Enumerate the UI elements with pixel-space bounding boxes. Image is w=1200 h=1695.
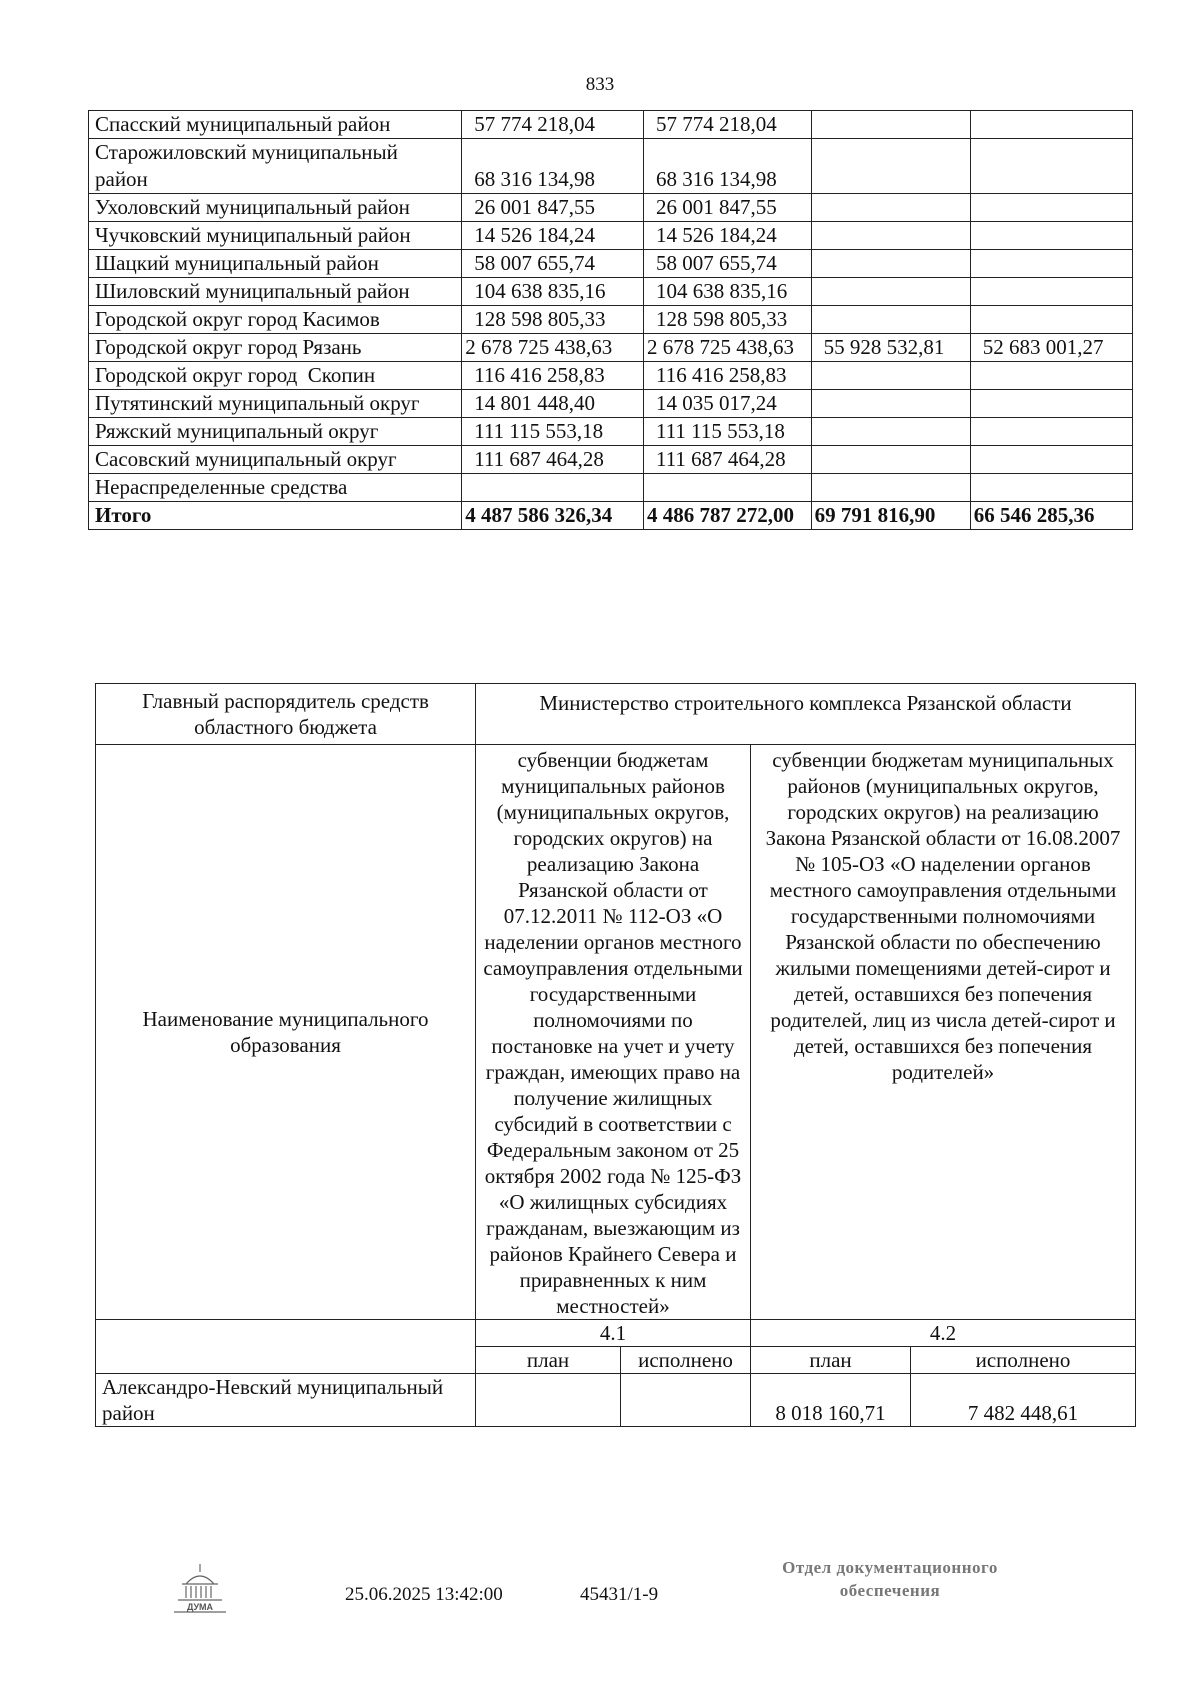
executed-value-2: [970, 474, 1132, 502]
executed-value-2: 7 482 448,61: [911, 1374, 1136, 1427]
table-row: [89, 390, 1133, 418]
table-row: [89, 278, 1133, 306]
budget-holder-label: Главный распорядитель средств областного бюджета: [96, 684, 476, 745]
header-row: [96, 684, 1136, 745]
district-name: Ухоловский муниципальный район: [89, 194, 462, 222]
executed-value: [621, 1374, 751, 1427]
executed-value-2: [970, 446, 1132, 474]
plan-value: 2 678 725 438,63: [462, 334, 644, 362]
svg-text:ДУМА: ДУМА: [186, 1602, 214, 1612]
empty-cell: [96, 1320, 476, 1374]
plan-value-2: [811, 250, 970, 278]
table-row: [89, 250, 1133, 278]
budget-table-part1: [88, 110, 1133, 530]
duma-logo: [170, 1562, 230, 1614]
executed-value: 2 678 725 438,63: [643, 334, 811, 362]
table-row: [89, 474, 1133, 502]
subvention-description-4-2: субвенции бюджетам муниципальных районов (муниципальных округов, городских округов) на реализацию Закона Рязанской области от 16.08.2007 № 105-ОЗ «О наделении органов местного самоуправления отдельными государственными полномочиями Рязанской области по обеспечению жилыми помещениями детей-сирот и детей, оставшихся без попечения родителей, лиц из числа детей-сирот и детей, оставшихся без попечения родителей»: [751, 745, 1136, 1320]
footer-reg-number: 45431/1-9: [580, 1584, 659, 1605]
plan-value-2: [811, 362, 970, 390]
plan-value-2: [811, 111, 970, 139]
executed-value: 26 001 847,55: [643, 194, 811, 222]
plan-value-2: [811, 418, 970, 446]
district-name: Городской округ город Скопин: [89, 362, 462, 390]
stamp-line-1: Отдел документационного: [782, 1558, 998, 1577]
executed-value-2: [970, 111, 1132, 139]
plan-label: план: [751, 1347, 911, 1374]
plan-value: 14 526 184,24: [462, 222, 644, 250]
page-number: 833: [585, 74, 615, 95]
total-executed-2: 66 546 285,36: [970, 502, 1132, 530]
total-row: [89, 502, 1133, 530]
plan-value-2: [811, 446, 970, 474]
table-row: [89, 222, 1133, 250]
district-name: Шиловский муниципальный район: [89, 278, 462, 306]
total-plan: 4 487 586 326,34: [462, 502, 644, 530]
plan-value: 111 687 464,28: [462, 446, 644, 474]
district-name: Шацкий муниципальный район: [89, 250, 462, 278]
department-stamp: [745, 1556, 1035, 1602]
executed-value-2: [970, 362, 1132, 390]
plan-value: 116 416 258,83: [462, 362, 644, 390]
executed-value: 14 526 184,24: [643, 222, 811, 250]
plan-value-2: [811, 194, 970, 222]
plan-label: план: [476, 1347, 621, 1374]
total-plan-2: 69 791 816,90: [811, 502, 970, 530]
plan-value: 68 316 134,98: [462, 139, 644, 194]
plan-value-2: 55 928 532,81: [811, 334, 970, 362]
executed-value: 57 774 218,04: [643, 111, 811, 139]
table-row: [89, 334, 1133, 362]
column-code-4-2: 4.2: [751, 1320, 1136, 1347]
footer-datetime: 25.06.2025 13:42:00: [345, 1584, 503, 1605]
executed-value: 104 638 835,16: [643, 278, 811, 306]
plan-value: 128 598 805,33: [462, 306, 644, 334]
plan-value-2: [811, 474, 970, 502]
district-name: Сасовский муниципальный округ: [89, 446, 462, 474]
plan-value-2: [811, 306, 970, 334]
plan-value: 111 115 553,18: [462, 418, 644, 446]
executed-label: исполнено: [621, 1347, 751, 1374]
district-name: Ряжский муниципальный округ: [89, 418, 462, 446]
plan-value: 58 007 655,74: [462, 250, 644, 278]
stamp-line-2: обеспечения: [839, 1581, 941, 1600]
plan-value: 14 801 448,40: [462, 390, 644, 418]
executed-value-2: [970, 194, 1132, 222]
district-name: Путятинский муниципальный округ: [89, 390, 462, 418]
district-name: Старожиловский муниципальный район: [89, 139, 462, 194]
plan-value-2: 8 018 160,71: [751, 1374, 911, 1427]
table-row: [89, 362, 1133, 390]
executed-value: 58 007 655,74: [643, 250, 811, 278]
table-row: [89, 418, 1133, 446]
executed-value-2: 52 683 001,27: [970, 334, 1132, 362]
subvention-description-4-1: субвенции бюджетам муниципальных районов (муниципальных округов, городских округов) на реализацию Закона Рязанской области от 07.12.2011 № 112-ОЗ «О наделении органов местного самоуправления отдельными государственными полномочиями по постановке на учет и учету граждан, имеющих право на получение жилищных субсидий в соответствии с Федеральным законом от 25 октября 2002 года № 125-ФЗ «О жилищных субсидиях гражданам, выезжающим из районов Крайнего Севера и приравненных к ним местностей»: [476, 745, 751, 1320]
executed-value-2: [970, 390, 1132, 418]
plan-value-2: [811, 278, 970, 306]
plan-value-2: [811, 390, 970, 418]
table-row: [89, 306, 1133, 334]
executed-label: исполнено: [911, 1347, 1136, 1374]
district-name: Городской округ город Касимов: [89, 306, 462, 334]
executed-value: 111 687 464,28: [643, 446, 811, 474]
plan-value-2: [811, 139, 970, 194]
district-name: Чучковский муниципальный район: [89, 222, 462, 250]
district-name: Спасский муниципальный район: [89, 111, 462, 139]
description-row: [96, 745, 1136, 1320]
total-executed: 4 486 787 272,00: [643, 502, 811, 530]
district-name: Нераспределенные средства: [89, 474, 462, 502]
plan-value: 57 774 218,04: [462, 111, 644, 139]
plan-value: 104 638 835,16: [462, 278, 644, 306]
executed-value-2: [970, 418, 1132, 446]
budget-table-part2: [95, 683, 1136, 1427]
plan-value-2: [811, 222, 970, 250]
executed-value-2: [970, 250, 1132, 278]
table-row: [89, 446, 1133, 474]
plan-value: [462, 474, 644, 502]
table-row: [89, 194, 1133, 222]
executed-value: 128 598 805,33: [643, 306, 811, 334]
column-code-4-1: 4.1: [476, 1320, 751, 1347]
district-name: Александро-Невский муниципальный район: [96, 1374, 476, 1427]
table-row: [89, 111, 1133, 139]
plan-value: [476, 1374, 621, 1427]
municipality-label: Наименование муниципального образования: [96, 745, 476, 1320]
total-label: Итого: [89, 502, 462, 530]
executed-value-2: [970, 306, 1132, 334]
executed-value: 68 316 134,98: [643, 139, 811, 194]
table-row: [89, 139, 1133, 194]
executed-value-2: [970, 139, 1132, 194]
district-name: Городской округ город Рязань: [89, 334, 462, 362]
executed-value: 116 416 258,83: [643, 362, 811, 390]
executed-value: 111 115 553,18: [643, 418, 811, 446]
ministry-name: Министерство строительного комплекса Рязанской области: [476, 684, 1136, 745]
executed-value-2: [970, 278, 1132, 306]
executed-value: [643, 474, 811, 502]
executed-value: 14 035 017,24: [643, 390, 811, 418]
table-row: [96, 1374, 1136, 1427]
code-row: [96, 1320, 1136, 1347]
plan-value: 26 001 847,55: [462, 194, 644, 222]
executed-value-2: [970, 222, 1132, 250]
